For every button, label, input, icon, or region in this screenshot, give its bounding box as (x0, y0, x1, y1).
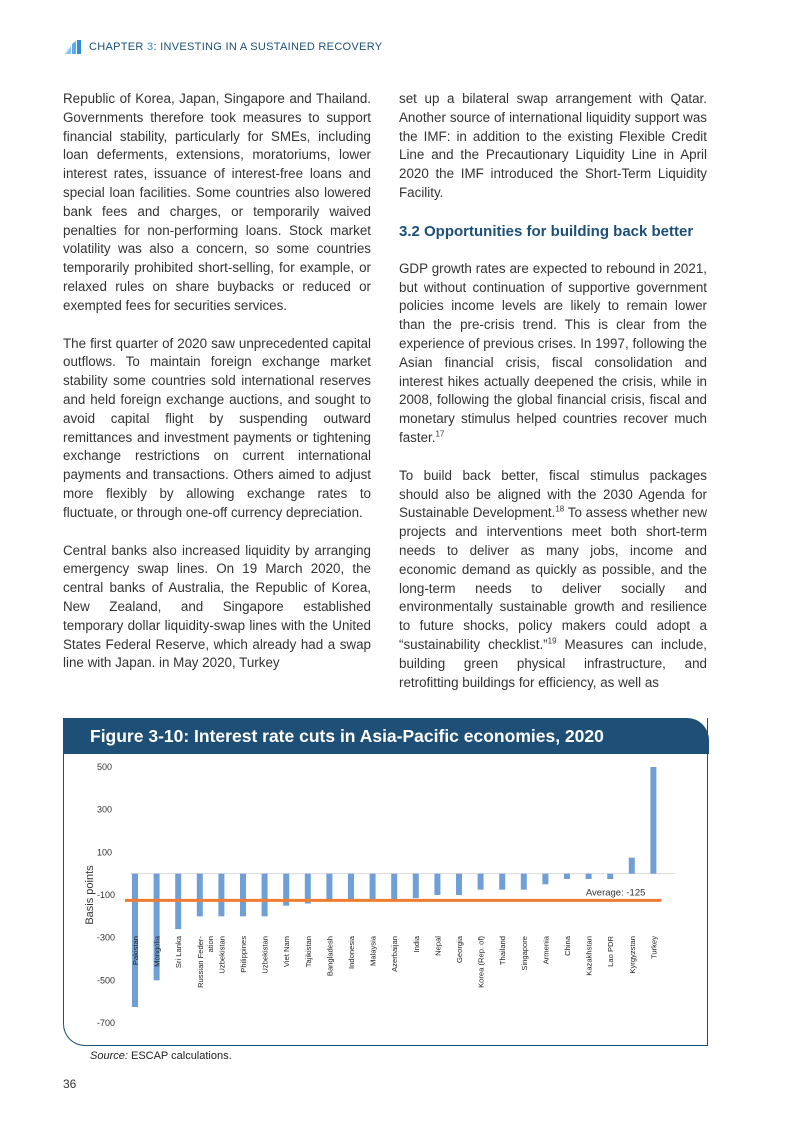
bar (521, 874, 527, 890)
x-tick-label: Pakistan (131, 936, 140, 966)
bar (326, 874, 332, 901)
bar (262, 874, 268, 917)
x-tick-label: Uzbekistan (260, 936, 270, 974)
bar (456, 874, 462, 895)
section-heading: 3.2 Opportunities for building back better (399, 222, 694, 240)
page-number: 36 (63, 1077, 77, 1091)
x-tick-label: China (563, 936, 572, 956)
x-tick-label: Kazakhstan (584, 936, 594, 976)
right-column (399, 90, 707, 711)
x-tick-label: Viet Nam (282, 936, 292, 968)
x-tick-label: Mongolia (152, 936, 162, 967)
y-tick-label: 500 (97, 762, 113, 772)
x-tick-label: Malaysia (368, 936, 378, 966)
left-column (63, 90, 371, 692)
bar (607, 874, 613, 879)
x-tick-label: Uzbekistan (217, 936, 227, 974)
x-tick-label: Singapore (519, 936, 529, 971)
x-tick-label: India (411, 936, 421, 953)
footnote-ref[interactable]: 17 (435, 429, 445, 439)
x-tick-label: Tajikistan (303, 936, 313, 968)
bar (629, 858, 635, 874)
paragraph: To build back better, fiscal stimulus packages should also be aligned with the 2030 Agenda for Sustainable Development.$^{18}$ To assess whether new projects and interventions meet both short-term needs to deliver as many jobs, income and economic demand as quickly as possible, and the long-term needs to deliver socially and environmentally sustainable growth and resilience to future shocks, policy makers could adopt a “sustainability checklist.”$^{19}$ Measures can include, building green physical infrastructure, and retrofitting buildings for efficiency, as well as (399, 467, 707, 690)
x-tick-label: Armenia (541, 936, 551, 965)
x-tick-label: ation (205, 936, 215, 953)
x-tick-label: Azerbaijan (390, 936, 400, 972)
bar (370, 874, 376, 901)
average-label: Average: -125 (585, 887, 646, 899)
paragraph: Republic of Korea, Japan, Singapore and Thailand. Governments therefore took measures to support financial stability, particularly for SMEs, including loan deferments, extensions, moratoriums, lower interest rates, issuance of interest-free loans and special loan facilities. Some countries also lowered bank fees and charges, or temporarily waived penalties for non-performing loans. Stock market volatility was also a concern, so some countries temporarily prohibited short-selling, for example, or relaxed rules on share buybacks or reduced or exempted fees for securities services. (63, 91, 371, 313)
y-tick-label: -100 (97, 890, 116, 900)
bar (434, 874, 440, 895)
x-tick-label: Sri Lanka (174, 936, 184, 969)
y-axis-label: Basis points (84, 865, 96, 925)
x-tick-label: Thailand (498, 936, 508, 966)
bar (499, 874, 505, 890)
paragraph: set up a bilateral swap arrangement with Qatar. Another source of international liquidity support was the IMF: in addition to the existing Flexible Credit Line and the Precautionary Liquidity Line in April 2020 the IMF introduced the Short-Term Liquidity Facility. (399, 91, 707, 200)
x-tick-label: Philippines (239, 936, 248, 973)
chapter-logo-icon (65, 40, 81, 54)
chapter-title: CHAPTER 3: INVESTING IN A SUSTAINED RECOVERY (89, 41, 383, 53)
bar (564, 874, 570, 879)
paragraph: The first quarter of 2020 saw unprecedented capital outflows. To maintain foreign exchange market stability some countries sold international reserves and held foreign exchange auctions, and sought to avoid capital flight by suspending outward remittances and investment payments or tightening exchange restrictions on current international payments and transactions. Others aimed to adjust more flexibly by allowing exchange rates to fluctuate, or through one-off currency depreciation. (63, 335, 371, 520)
bar (240, 874, 246, 917)
x-tick-label: Kyrgyzstan (627, 936, 637, 974)
paragraph: Central banks also increased liquidity by arranging emergency swap lines. On 19 March 2020, the central banks of Australia, the Republic of Korea, New Zealand, and Singapore established temporary dollar liquidity-swap lines with the United States Federal Reserve, which already had a swap line with Japan. in May 2020, Turkey (63, 542, 371, 671)
y-tick-label: -300 (97, 932, 116, 943)
paragraph: GDP growth rates are expected to rebound in 2021, but without continuation of supportive government policies income levels are likely to remain lower than the pre-crisis trend. This is clear from the experience of previous crises. In 1997, following the Asian financial crisis, fiscal consolidation and interest hikes actually deepened the crisis, while in 2008, following the global financial crisis, fiscal and monetary stimulus helped countries recover much faster.$^{17}$ (399, 260, 707, 445)
bar (218, 874, 224, 917)
bar (413, 874, 419, 899)
x-tick-label: Georgia (455, 936, 464, 964)
figure-source: Source: ESCAP calculations. (90, 1050, 232, 1062)
x-tick-label: Nepal (433, 936, 443, 956)
bar (650, 767, 656, 874)
x-tick-label: Indonesia (347, 936, 356, 969)
x-tick-label: Korea (Rep. of) (476, 936, 486, 988)
y-tick-label: -700 (97, 1018, 116, 1028)
figure-title: Figure 3-10: Interest rate cuts in Asia-Pacific economies, 2020 (64, 718, 709, 754)
bar (478, 874, 484, 890)
bar (391, 874, 397, 901)
bar (348, 874, 354, 901)
bar (197, 874, 203, 917)
y-tick-label: -500 (97, 975, 116, 986)
bar (542, 874, 548, 885)
y-tick-label: 100 (97, 847, 113, 858)
x-tick-label: Lao PDR (606, 936, 616, 967)
x-tick-label: Turkey (649, 936, 659, 959)
x-tick-label: Bangladesh (325, 936, 335, 977)
x-tick-label: Russian Feder- (195, 936, 205, 988)
bar-chart (63, 754, 708, 1046)
chapter-header (65, 38, 382, 56)
y-tick-label: 300 (97, 804, 113, 815)
footnote-ref[interactable]: 19 (547, 636, 557, 646)
footnote-ref[interactable]: 18 (555, 504, 565, 514)
bar (586, 874, 592, 879)
